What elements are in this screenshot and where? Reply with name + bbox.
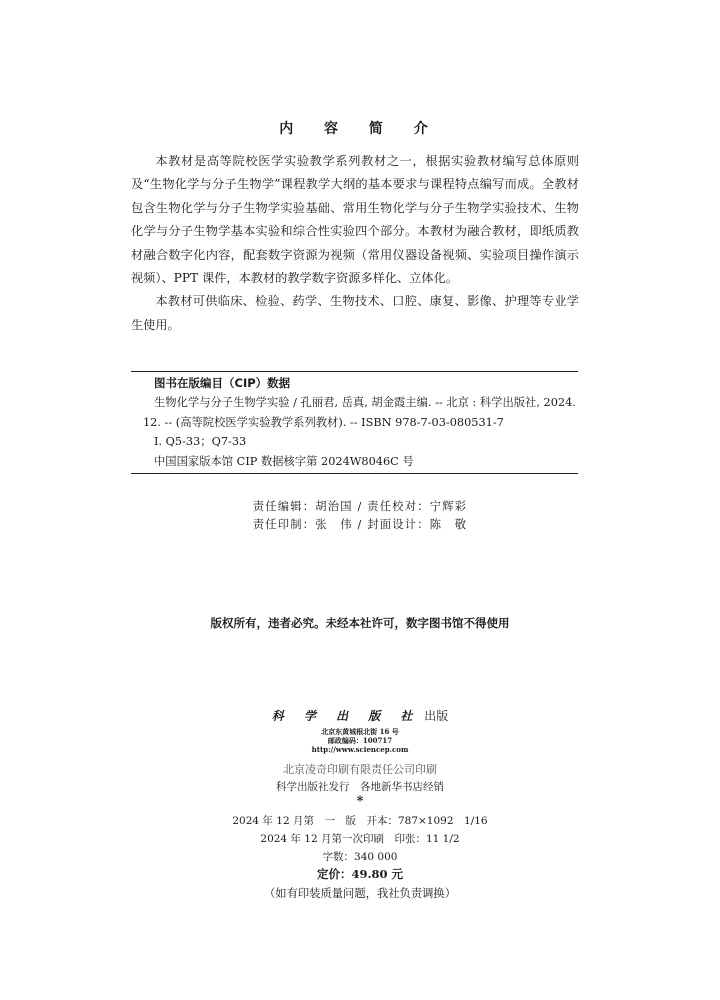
edition-line: 2024 年 12 月第 一 版 开本：787×1092 1/16: [232, 815, 488, 827]
separator-star: *: [356, 794, 364, 809]
copyright-notice: 版权所有，违者必究。未经本社许可，数字图书馆不得使用: [210, 616, 510, 630]
word-count: 字数：340 000: [322, 851, 398, 863]
cip-verification: 中国国家版本馆 CIP 数据核字第 2024W8046C 号: [131, 452, 578, 474]
intro-title: 内 容 简 介: [279, 121, 441, 137]
editor-credits: 责任编辑：胡治国 / 责任校对：宁辉彩: [252, 500, 468, 513]
publisher-postcode: 邮政编码：100717: [327, 736, 393, 745]
publish-label: 出版: [424, 709, 449, 723]
cip-heading: 图书在版编目（CIP）数据: [154, 376, 291, 390]
intro-paragraph: 本教材是高等院校医学实验教学系列教材之一，根据实验教材编写总体原则及“生物化学与分子生物学”课程教学大纲的基本要求与课程特点编写而成。全教材包含生物化学与分子生物学实验基础、常用生物化学与分子生物学实验技术、生物化学与分子生物学基本实验和综合性实验四个部分。本教材为融合教材，即纸质教材融合数字化内容，配套数字资源为视频（常用仪器设备视频、实验项目操作演示视频）、PPT 课件，本教材的教学数字资源多样化、立体化。: [131, 154, 579, 286]
printing-line: 2024 年 12 月第一次印刷 印张：11 1/2: [260, 833, 460, 845]
publisher-line: [0, 707, 720, 724]
distribution-line: 科学出版社发行 各地新华书店经销: [276, 781, 444, 793]
publisher-logo: 科 学 出 版 社: [271, 709, 421, 723]
price: 定价：49.80 元: [316, 867, 403, 881]
production-credits: 责任印制：张 伟 / 封面设计：陈 敬: [252, 518, 468, 531]
cip-classification: Ⅰ. Q5-33；Q7-33: [154, 435, 247, 448]
cip-block: [131, 371, 578, 474]
intro-text: [131, 150, 579, 337]
printer-line: 北京凌奇印刷有限责任公司印刷: [283, 763, 437, 776]
quality-note: （如有印装质量问题，我社负责调换）: [263, 887, 457, 900]
cip-record: 生物化学与分子生物学实验 / 孔丽君, 岳真, 胡金霞主编. -- 北京 : 科学出版社, 2024. 12. -- (高等院校医学实验教学系列教材). -- ISBN 978-7-03-080531-7: [143, 396, 576, 429]
intro-paragraph: 本教材可供临床、检验、药学、生物技术、口腔、康复、影像、护理等专业学生使用。: [131, 294, 579, 332]
publisher-address: 北京东黄城根北街 16 号: [321, 727, 399, 736]
publisher-website: http://www.sciencep.com: [311, 745, 409, 754]
